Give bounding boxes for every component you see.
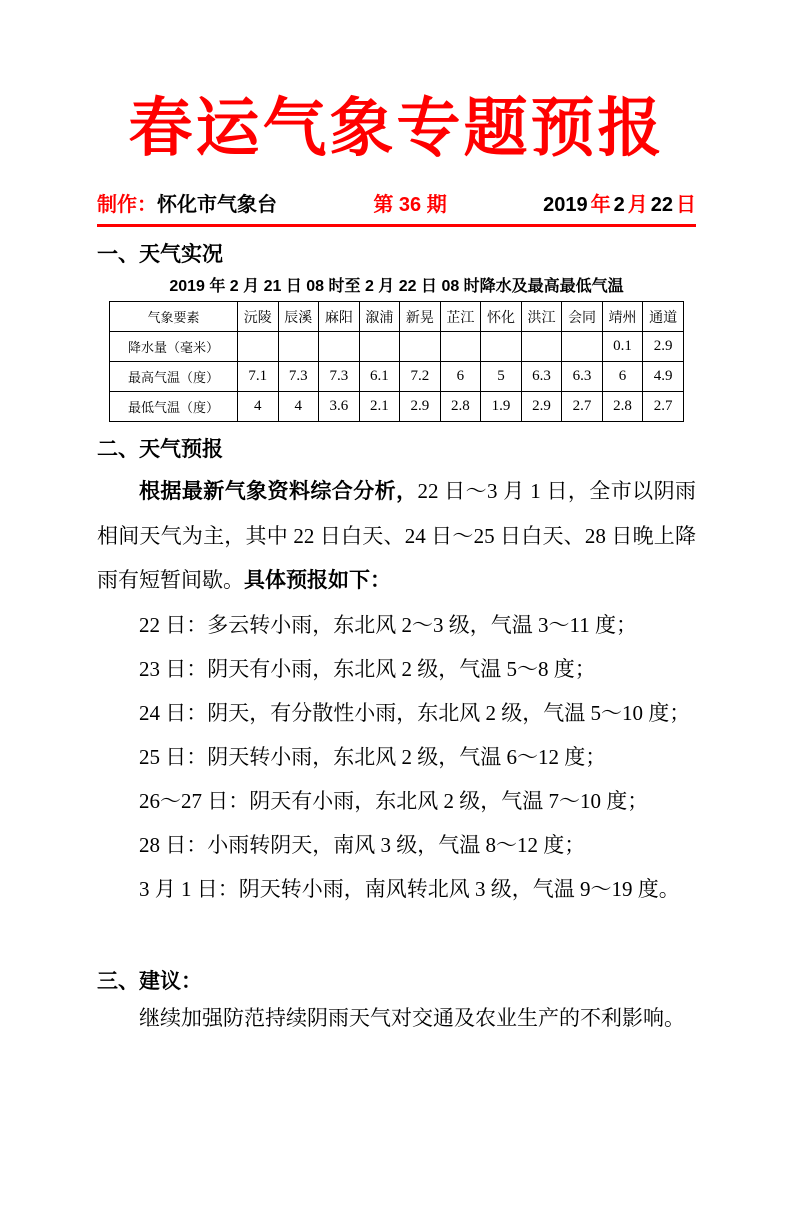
forecast-item-day28: 28 日：小雨转阴天，南风 3 级，气温 8～12 度； — [139, 833, 586, 858]
table-cell — [440, 332, 481, 362]
table-cell: 7.2 — [400, 362, 441, 392]
table-cell: 2.8 — [440, 392, 481, 422]
section2-heading: 二、天气预报 — [97, 438, 223, 462]
date-month: 2 — [613, 194, 625, 217]
document-title: 春运气象专题预报 — [128, 93, 665, 164]
section1-heading: 一、天气实况 — [97, 243, 223, 267]
date-month-unit: 月 — [627, 194, 648, 217]
table-cell: 4 — [238, 392, 279, 422]
table-cell: 4.9 — [643, 362, 684, 392]
table-row-min-temp — [110, 392, 684, 422]
table-cell: 2.9 — [400, 392, 441, 422]
date-day: 22 — [650, 194, 673, 217]
row-label: 降水量（毫米） — [110, 332, 238, 362]
table-header-cell: 靖州 — [602, 302, 643, 332]
document-content — [0, 86, 793, 1040]
table-cell — [359, 332, 400, 362]
issue-date — [543, 190, 696, 220]
producer-name: 怀化市气象台 — [157, 194, 277, 217]
document-page — [0, 86, 793, 1208]
table-cell: 1.9 — [481, 392, 522, 422]
table-cell — [521, 332, 562, 362]
table-cell: 6.3 — [521, 362, 562, 392]
table-cell: 2.9 — [521, 392, 562, 422]
table-cell — [562, 332, 603, 362]
date-year-unit: 年 — [590, 194, 611, 217]
table-header-cell: 溆浦 — [359, 302, 400, 332]
table-cell: 6 — [440, 362, 481, 392]
table-header-cell: 辰溪 — [278, 302, 319, 332]
table-header-cell: 会同 — [562, 302, 603, 332]
producer-label: 制作： — [97, 194, 157, 217]
table-cell: 2.1 — [359, 392, 400, 422]
table-row-max-temp — [110, 362, 684, 392]
table-cell: 4 — [278, 392, 319, 422]
table-cell — [319, 332, 360, 362]
forecast-item-mar1: 3 月 1 日：阴天转小雨，南风转北风 3 级，气温 9～19 度。 — [139, 877, 680, 902]
table-cell: 7.3 — [319, 362, 360, 392]
table-cell — [238, 332, 279, 362]
table-header-cell: 怀化 — [481, 302, 522, 332]
forecast-intro-body: 22 日～3 月 1 日，全市以阴雨相间天气为主，其中 22 日白天、24 日～25 日白天、28 日晚上降雨有短暂间歇。 — [97, 479, 696, 593]
table-cell: 2.8 — [602, 392, 643, 422]
table-header-cell: 洪江 — [521, 302, 562, 332]
table-cell — [481, 332, 522, 362]
forecast-item-day22: 22 日：多云转小雨，东北风 2～3 级，气温 3～11 度； — [139, 613, 637, 638]
forecast-intro-tail: 具体预报如下： — [244, 569, 391, 593]
table-header-cell: 通道 — [643, 302, 684, 332]
forecast-item-day26-27: 26～27 日：阴天有小雨，东北风 2 级，气温 7～10 度； — [139, 789, 649, 814]
table-cell: 0.1 — [602, 332, 643, 362]
date-day-unit: 日 — [675, 194, 696, 217]
section3-heading: 三、建议： — [97, 970, 202, 994]
table-cell: 5 — [481, 362, 522, 392]
table-cell: 6.3 — [562, 362, 603, 392]
table-header-cell: 沅陵 — [238, 302, 279, 332]
table-cell: 2.7 — [562, 392, 603, 422]
row-label: 最低气温（度） — [110, 392, 238, 422]
observation-table-caption: 2019 年 2 月 21 日 08 时至 2 月 22 日 08 时降水及最高最低气温 — [169, 278, 624, 296]
table-header-row — [110, 302, 684, 332]
row-label: 最高气温（度） — [110, 362, 238, 392]
producer — [97, 190, 277, 220]
table-cell: 2.7 — [643, 392, 684, 422]
masthead-divider — [97, 224, 696, 227]
issue-number: 第 36 期 — [373, 194, 447, 217]
table-cell: 7.3 — [278, 362, 319, 392]
table-cell: 6.1 — [359, 362, 400, 392]
table-row-precipitation — [110, 332, 684, 362]
forecast-intro-paragraph — [97, 469, 696, 603]
table-header-cell: 芷江 — [440, 302, 481, 332]
forecast-item-day23: 23 日：阴天有小雨，东北风 2 级，气温 5～8 度； — [139, 657, 596, 682]
masthead — [97, 190, 696, 220]
forecast-item-day24: 24 日：阴天，有分散性小雨，东北风 2 级，气温 5～10 度； — [139, 701, 691, 726]
table-header-cell: 气象要素 — [110, 302, 238, 332]
forecast-intro-lead: 根据最新气象资料综合分析， — [139, 480, 418, 504]
table-cell — [278, 332, 319, 362]
table-cell: 6 — [602, 362, 643, 392]
forecast-item-day25: 25 日：阴天转小雨，东北风 2 级，气温 6～12 度； — [139, 745, 607, 770]
table-cell — [400, 332, 441, 362]
table-header-cell: 新晃 — [400, 302, 441, 332]
table-cell: 3.6 — [319, 392, 360, 422]
table-cell: 2.9 — [643, 332, 684, 362]
table-cell: 7.1 — [238, 362, 279, 392]
daily-forecast-list — [97, 603, 696, 911]
date-year: 2019 — [543, 194, 588, 217]
observation-table — [109, 301, 684, 422]
table-header-cell: 麻阳 — [319, 302, 360, 332]
advice-text: 继续加强防范持续阴雨天气对交通及农业生产的不利影响。 — [139, 1006, 685, 1031]
